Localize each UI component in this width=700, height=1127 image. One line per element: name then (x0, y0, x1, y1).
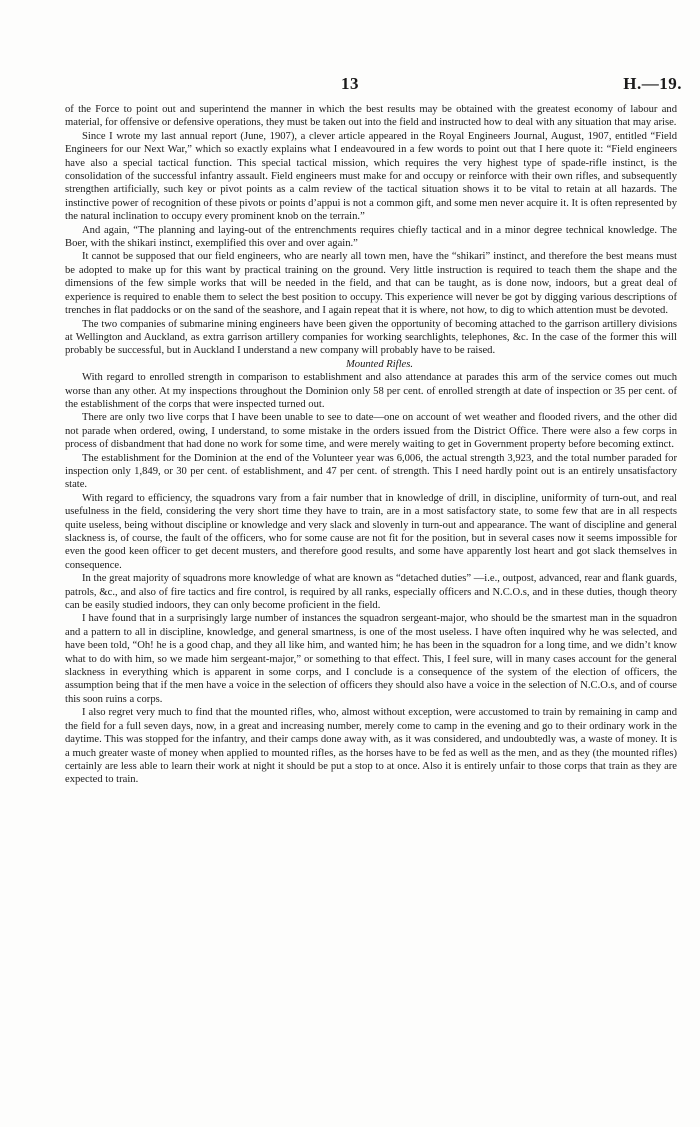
paragraph: And again, “The planning and laying-out of the entrenchments requires chiefly tactical and in a minor degree technical knowledge. The Boer, with the shikari instinct, exemplified this over and over again.” (65, 224, 677, 250)
paragraph: With regard to efficiency, the squadrons vary from a fair number that in knowledge of drill, in discipline, uniformity of turn-out, and real usefulness in the field, considering the very short time they have to train, are in a most satisfactory state, to some few that are in all respects quite useless, being without discipline or knowledge and very slack and slovenly in turn-out and appearance. The want of discipline and general slackness is, of course, the fault of the officers, who for some cause are not fit for the position, but in several cases now it seems impossible for even the good keen officer to get decent musters, and therefore good results, and some have apparently lost heart and got slack themselves in consequence. (65, 492, 677, 571)
paragraph: Since I wrote my last annual report (June, 1907), a clever article appeared in the Royal Engineers Journal, August, 1907, entitled “Field Engineers for our Next War,” which so exactly explains what I endeavoured in a few words to point out that I here quote it: “Field engineers have also a special tactical function. This special tactical mission, which requires the very highest type of spade-rifle instinct, is the consolidation of the successful infantry assault. Field engineers must make for and occupy or reinforce with their own rifles, and subsequently strengthen artificially, such key or pivot points as a calm review of the tactical situation shows it to be vital to retain at all hazards. The instinctive power of recognition of these pivots or points d’appui is not a common gift, and some men never acquire it. It is often represented by the natural inclination to occupy every prominent knob on the terrain.” (65, 130, 677, 223)
paragraph: There are only two live corps that I have been unable to see to date—one on account of wet weather and flooded rivers, and the other did not parade when ordered, owing, I understand, to some mistake in the orders issued from the District Office. There were also a few corps in process of disbandment that had done no work for some time, and were merely waiting to get in Government property before becoming extinct. (65, 412, 677, 451)
page-header (0, 74, 700, 94)
paragraph: It cannot be supposed that our field engineers, who are nearly all town men, have the “shikari” instinct, and therefore the best means must be adopted to make up for this want by practical training on the ground. Very little instruction is required to teach them the shape and the dimensions of the few simple works that will be needed in the field, and that can be taught, as is done now, indoors, but a great deal of experience is required to enable them to select the best position to occupy. This experience will never be got by digging various descriptions of trenches in flat paddocks or on the sand of the seashore, and I again repeat that it is where, not how, to dig to which attention must be devoted. (65, 251, 677, 317)
paragraph: In the great majority of squadrons more knowledge of what are known as “detached duties” —i.e., outpost, advanced, rear and flank guards, patrols, &c., and also of fire tactics and fire control, is required by all ranks, especially officers and N.C.O.s, and in these duties, though theory can be easily studied indoors, they can only become proficient in the field. (65, 573, 677, 612)
paragraph: I also regret very much to find that the mounted rifles, who, almost without exception, were accustomed to train by remaining in camp and the field for a full seven days, now, in a great and increasing number, merely come to camp in the evening and go to their ordinary work in the daytime. This was stopped for the infantry, and their camps done away with, as it was considered, and undoubtedly was, a waste of money. It is a much greater waste of money when applied to mounted rifles, as the horses have to be fed as well as the men, and as they (the mounted rifles) certainly are less able to learn their work at night it should be put a stop to at once. Also it is entirely unfair to those corps that train as they are expected to train. (65, 707, 677, 786)
paragraph: of the Force to point out and superintend the manner in which the best results may be obtained with the greatest economy of labour and material, for offensive or defensive operations, they must be taken out into the field and instructed how to deal with any situation that may arise. (65, 104, 677, 129)
section-heading: Mounted Rifles. (345, 358, 414, 370)
paragraph: The establishment for the Dominion at the end of the Volunteer year was 6,006, the actual strength 3,923, and the total number paraded for inspection only 1,849, or 30 per cent. of establishment, and 47 per cent. of strength. This I need hardly point out is an entirely unsatisfactory state. (65, 452, 677, 491)
page-number: 13 (341, 74, 359, 93)
paragraph: With regard to enrolled strength in comparison to establishment and also attendance at parades this arm of the service comes out much worse than any other. At my inspections throughout the Dominion only 58 per cent. of enrolled strength at date of inspection or 35 per cent. of the establishment of the corps that were inspected turned out. (65, 372, 677, 410)
document-reference: H.—19. (623, 74, 682, 93)
paragraph: The two companies of submarine mining engineers have been given the opportunity of becoming attached to the garrison artillery divisions at Wellington and Auckland, as extra garrison artillery companies for working searchlights, telephones, &c. In the case of the former this will probably be successful, but in Auckland I understand a new company will probably have to be raised. (65, 318, 677, 357)
document-body (65, 103, 677, 787)
paragraph: I have found that in a surprisingly large number of instances the squadron sergeant-major, who should be the smartest man in the squadron and a pattern to all in discipline, knowledge, and general smartness, is one of the most useless. I have often inquired why he was selected, and have been told, “Oh! he is a good chap, and they all like him, and wanted him; he has been in the squadron for a long time, and we didn’t know what to do with him, so we made him sergeant-major,” or something to that effect. This, I feel sure, will in many cases account for the general slackness in everything which is apparent in some corps, and I conclude is a consequence of the system of the election of officers, the assumption being that if the men have a voice in the selection of officers they should also have a voice in the selection of N.C.O.s, and of course this soon ruins a corps. (65, 613, 678, 705)
